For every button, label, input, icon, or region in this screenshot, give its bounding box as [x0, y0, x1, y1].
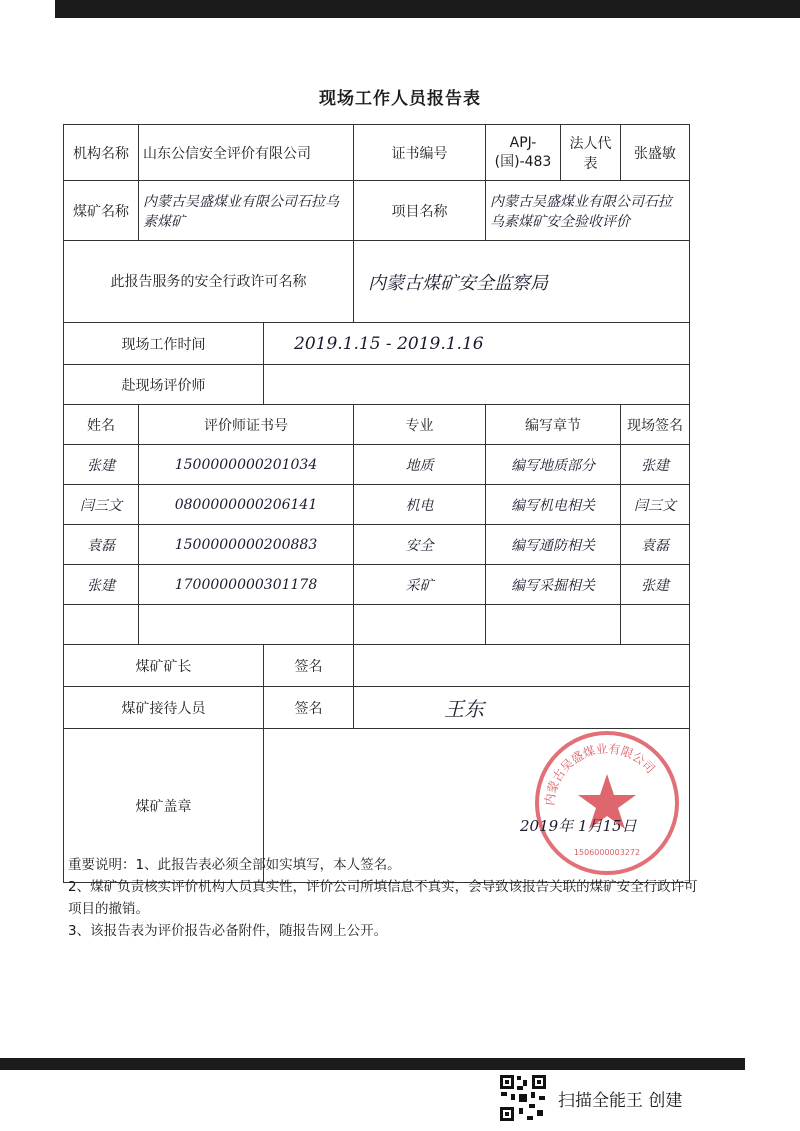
evaluators-value — [264, 365, 690, 405]
reception-sign-label: 签名 — [264, 687, 354, 729]
mine-manager-sign-value — [354, 645, 690, 687]
staff-major: 安全 — [354, 525, 486, 565]
seal-label: 煤矿盖章 — [64, 729, 264, 883]
reception-label: 煤矿接待人员 — [64, 687, 264, 729]
staff-section: 编写采掘相关 — [486, 565, 621, 605]
evaluators-label: 赴现场评价师 — [64, 365, 264, 405]
permit-label: 此报告服务的安全行政许可名称 — [64, 241, 354, 323]
org-value: 山东公信安全评价有限公司 — [139, 125, 354, 181]
staff-cert: 0800000000206141 — [139, 485, 354, 525]
staff-section: 编写机电相关 — [486, 485, 621, 525]
staff-section: 编写通防相关 — [486, 525, 621, 565]
staff-major: 地质 — [354, 445, 486, 485]
staff-sign: 袁磊 — [621, 525, 690, 565]
header-major: 专业 — [354, 405, 486, 445]
mine-manager-label: 煤矿矿长 — [64, 645, 264, 687]
qr-code-icon — [499, 1074, 547, 1122]
table-row — [64, 525, 690, 565]
work-time-value: 2019.1.15 - 2019.1.16 — [264, 323, 690, 365]
note-2: 2、煤矿负责核实评价机构人员真实性，评价公司所填信息不真实，会导致该报告关联的煤矿安全行政许可项目的撤销。 — [68, 879, 698, 917]
stamp-text: 内蒙古吴盛煤业有限公司 — [542, 741, 658, 807]
permit-value: 内蒙古煤矿安全监察局 — [354, 241, 690, 323]
staff-sign: 闫三文 — [621, 485, 690, 525]
header-name: 姓名 — [64, 405, 139, 445]
reception-sign-value: 王东 — [354, 687, 690, 729]
scan-border-bottom — [0, 1058, 745, 1070]
footer-text: 扫描全能王 创建 — [558, 1091, 683, 1111]
staff-cert: 1500000000200883 — [139, 525, 354, 565]
table-row — [64, 485, 690, 525]
project-value: 内蒙古吴盛煤业有限公司石拉乌素煤矿安全验收评价 — [486, 181, 690, 241]
note-3: 3、该报告表为评价报告必备附件，随报告网上公开。 — [68, 923, 388, 939]
notes — [68, 854, 708, 942]
page-title: 现场工作人员报告表 — [319, 89, 481, 109]
header-sign: 现场签名 — [621, 405, 690, 445]
legal-rep-label: 法人代表 — [561, 125, 621, 181]
project-label: 项目名称 — [354, 181, 486, 241]
mine-manager-sign-label: 签名 — [264, 645, 354, 687]
legal-rep-value: 张盛敏 — [621, 125, 690, 181]
note-1: 重要说明：1、此报告表必须全部如实填写，本人签名。 — [68, 857, 401, 873]
org-label: 机构名称 — [64, 125, 139, 181]
header-cert: 评价师证书号 — [139, 405, 354, 445]
staff-major: 采矿 — [354, 565, 486, 605]
cert-label: 证书编号 — [354, 125, 486, 181]
table-row — [64, 445, 690, 485]
staff-sign: 张建 — [621, 445, 690, 485]
staff-major: 机电 — [354, 485, 486, 525]
table-row — [64, 565, 690, 605]
staff-name: 张建 — [64, 565, 139, 605]
staff-cert: 1500000000201034 — [139, 445, 354, 485]
staff-name: 张建 — [64, 445, 139, 485]
staff-name: 袁磊 — [64, 525, 139, 565]
staff-name: 闫三文 — [64, 485, 139, 525]
work-time-label: 现场工作时间 — [64, 323, 264, 365]
scan-border-top — [55, 0, 800, 18]
cert-value: APJ-(国)-483 — [486, 125, 561, 181]
header-section: 编写章节 — [486, 405, 621, 445]
staff-cert: 1700000000301178 — [139, 565, 354, 605]
mine-label: 煤矿名称 — [64, 181, 139, 241]
mine-value: 内蒙古吴盛煤业有限公司石拉乌素煤矿 — [139, 181, 354, 241]
stamp-code: 1506000003272 — [573, 848, 641, 857]
seal-date: 2019年 1月15日 — [520, 817, 637, 835]
staff-sign: 张建 — [621, 565, 690, 605]
staff-section: 编写地质部分 — [486, 445, 621, 485]
